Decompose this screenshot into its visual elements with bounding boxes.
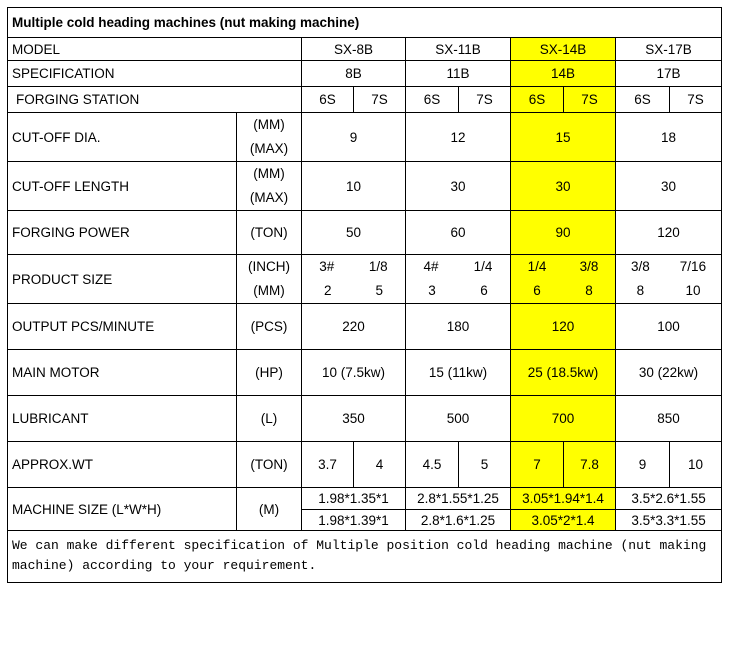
value-cell: 700 xyxy=(511,396,616,442)
value-cell: 12 xyxy=(406,113,511,162)
forging-power-label: FORGING POWER xyxy=(8,211,237,255)
station-cell: 7S xyxy=(670,87,722,113)
value-cell: 180 xyxy=(406,304,511,350)
value-cell: 9 xyxy=(616,442,670,488)
product-size-cell xyxy=(616,255,722,304)
value-cell: 3.05*1.94*1.4 xyxy=(511,488,616,510)
model-sx11b: SX-11B xyxy=(406,38,511,61)
spec-label: SPECIFICATION xyxy=(8,61,302,87)
approx-wt-label: APPROX.WT xyxy=(8,442,237,488)
lubricant-label: LUBRICANT xyxy=(8,396,237,442)
product-size-cell xyxy=(406,255,511,304)
value-cell: 1.98*1.35*1 xyxy=(302,488,406,510)
product-size-cell xyxy=(511,255,616,304)
machine-size-unit: (M) xyxy=(237,488,302,531)
cutoff-length-label: CUT-OFF LENGTH xyxy=(8,162,237,211)
value-cell: 90 xyxy=(511,211,616,255)
size-mm: 8 xyxy=(585,283,593,298)
station-cell: 7S xyxy=(564,87,616,113)
row-forging-power xyxy=(8,211,722,255)
value-cell: 15 xyxy=(511,113,616,162)
value-cell: 3.7 xyxy=(302,442,354,488)
product-size-label: PRODUCT SIZE xyxy=(8,255,237,304)
size-inch: 3# xyxy=(319,259,335,274)
row-product-size xyxy=(8,255,722,304)
value-cell: 850 xyxy=(616,396,722,442)
value-cell: 4.5 xyxy=(406,442,459,488)
value-cell: 3.5*3.3*1.55 xyxy=(616,510,722,531)
size-mm: 3 xyxy=(428,283,436,298)
unit-line: (INCH) xyxy=(248,259,290,274)
value-cell: 1.98*1.39*1 xyxy=(302,510,406,531)
value-cell: 2.8*1.55*1.25 xyxy=(406,488,511,510)
row-approx-wt xyxy=(8,442,722,488)
row-main-motor xyxy=(8,350,722,396)
unit-line: (MM) xyxy=(253,166,285,181)
row-specification xyxy=(8,61,722,87)
size-inch: 1/4 xyxy=(527,259,547,274)
value-cell: 100 xyxy=(616,304,722,350)
value-cell: 3.05*2*1.4 xyxy=(511,510,616,531)
size-inch: 3/8 xyxy=(631,259,650,274)
cutoff-dia-unit xyxy=(237,113,302,162)
value-cell: 500 xyxy=(406,396,511,442)
model-sx14b: SX-14B xyxy=(511,38,616,61)
size-inch: 3/8 xyxy=(579,259,599,274)
station-cell: 6S xyxy=(406,87,459,113)
size-mm: 2 xyxy=(323,283,332,298)
value-cell: 10 (7.5kw) xyxy=(302,350,406,396)
value-cell: 30 xyxy=(511,162,616,211)
value-cell: 120 xyxy=(511,304,616,350)
value-cell: 350 xyxy=(302,396,406,442)
size-mm: 6 xyxy=(533,283,541,298)
main-motor-unit: (HP) xyxy=(237,350,302,396)
value-cell: 15 (11kw) xyxy=(406,350,511,396)
value-cell: 2.8*1.6*1.25 xyxy=(406,510,511,531)
value-cell: 30 xyxy=(616,162,722,211)
machine-size-label: MACHINE SIZE (L*W*H) xyxy=(8,488,237,531)
approx-wt-unit: (TON) xyxy=(237,442,302,488)
spec-17b: 17B xyxy=(616,61,722,87)
value-cell: 9 xyxy=(302,113,406,162)
lubricant-unit: (L) xyxy=(237,396,302,442)
model-sx17b: SX-17B xyxy=(616,38,722,61)
row-machine-size xyxy=(8,488,722,510)
size-inch: 1/4 xyxy=(473,259,493,274)
size-inch: 7/16 xyxy=(679,259,707,274)
station-label: FORGING STATION xyxy=(8,87,302,113)
output-label: OUTPUT PCS/MINUTE xyxy=(8,304,237,350)
value-cell: 10 xyxy=(670,442,722,488)
value-cell: 3.5*2.6*1.55 xyxy=(616,488,722,510)
unit-line: (MM) xyxy=(253,283,285,298)
station-cell: 7S xyxy=(459,87,511,113)
value-cell: 5 xyxy=(459,442,511,488)
value-cell: 30 xyxy=(406,162,511,211)
size-mm: 6 xyxy=(480,283,488,298)
value-cell: 7.8 xyxy=(564,442,616,488)
cutoff-dia-label: CUT-OFF DIA. xyxy=(8,113,237,162)
size-inch: 1/8 xyxy=(368,259,388,274)
spec-14b: 14B xyxy=(511,61,616,87)
main-motor-label: MAIN MOTOR xyxy=(8,350,237,396)
table-title: Multiple cold heading machines (nut making machine) xyxy=(8,8,722,38)
forging-power-unit: (TON) xyxy=(237,211,302,255)
value-cell: 7 xyxy=(511,442,564,488)
unit-line: (MM) xyxy=(253,117,285,132)
unit-line: (MAX) xyxy=(249,190,289,205)
product-size-cell xyxy=(302,255,406,304)
value-cell: 4 xyxy=(354,442,406,488)
value-cell: 120 xyxy=(616,211,722,255)
spec-table xyxy=(7,7,722,583)
value-cell: 10 xyxy=(302,162,406,211)
row-model xyxy=(8,38,722,61)
unit-line: (MAX) xyxy=(249,141,289,156)
footnote: We can make different specification of Multiple position cold heading machine (nut making machine) according to your requirement. xyxy=(8,531,722,583)
value-cell: 30 (22kw) xyxy=(616,350,722,396)
row-lubricant xyxy=(8,396,722,442)
value-cell: 18 xyxy=(616,113,722,162)
spec-8b: 8B xyxy=(302,61,406,87)
value-cell: 60 xyxy=(406,211,511,255)
model-sx8b: SX-8B xyxy=(302,38,406,61)
cutoff-length-unit xyxy=(237,162,302,211)
output-unit: (PCS) xyxy=(237,304,302,350)
size-mm: 8 xyxy=(636,283,645,298)
size-mm: 10 xyxy=(685,283,701,298)
station-cell: 6S xyxy=(511,87,564,113)
row-output xyxy=(8,304,722,350)
station-cell: 7S xyxy=(354,87,406,113)
model-label: MODEL xyxy=(8,38,302,61)
value-cell: 25 (18.5kw) xyxy=(511,350,616,396)
row-cutoff-dia xyxy=(8,113,722,162)
size-mm: 5 xyxy=(375,283,383,298)
size-inch: 4# xyxy=(423,259,439,274)
value-cell: 220 xyxy=(302,304,406,350)
product-size-unit xyxy=(237,255,302,304)
station-cell: 6S xyxy=(616,87,670,113)
station-cell: 6S xyxy=(302,87,354,113)
value-cell: 50 xyxy=(302,211,406,255)
row-cutoff-length xyxy=(8,162,722,211)
row-forging-station xyxy=(8,87,722,113)
spec-11b: 11B xyxy=(406,61,511,87)
